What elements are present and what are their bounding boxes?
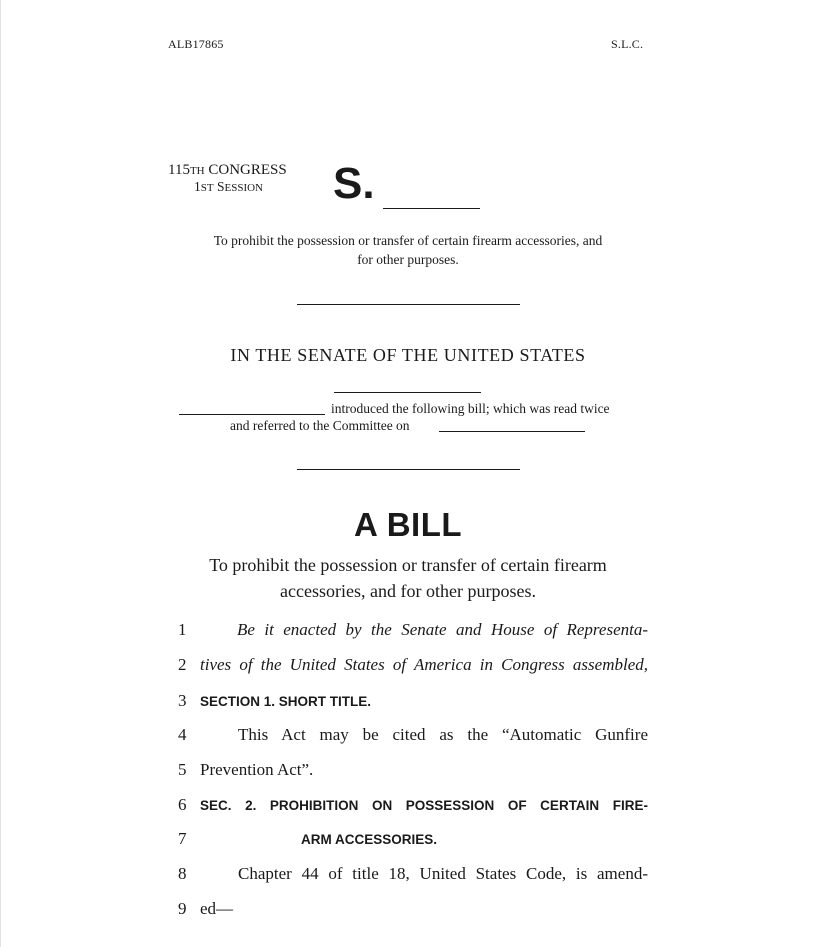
- sponsor-name-blank: [179, 414, 325, 415]
- enacting-clause: tives of the United States of America in Congress assembled,: [200, 655, 648, 674]
- sponsor-blank: [334, 392, 481, 393]
- divider-rule: [297, 469, 520, 470]
- chamber-heading: IN THE SENATE OF THE UNITED STATES: [230, 345, 586, 365]
- line-number: 3: [178, 691, 187, 710]
- section-text: Chapter 44 of title 18, United States Code, is amend-: [238, 864, 648, 883]
- introduction-line-1: introduced the following bill; which was read twice: [331, 401, 610, 416]
- page-edge: [0, 0, 1, 947]
- office-code: S.L.C.: [611, 37, 644, 51]
- purpose: [150, 552, 666, 604]
- enacting-clause: Be it enacted by the Senate and House of Representa-: [237, 620, 648, 639]
- line-number: 7: [178, 829, 187, 848]
- introduction-line-2: and referred to the Committee on: [230, 418, 410, 433]
- line-number: 5: [178, 760, 187, 779]
- session-label: 1ST SESSION: [194, 179, 263, 194]
- section-heading: ARM ACCESSORIES.: [301, 832, 438, 847]
- section-text: ed—: [200, 899, 234, 918]
- caption-line-1: To prohibit the possession or transfer of certain firearm accessories, and: [213, 233, 603, 248]
- congress-label: 115TH CONGRESS: [168, 162, 287, 178]
- line-number: 4: [178, 725, 187, 744]
- bill-number-blank: [383, 208, 480, 209]
- document-id: ALB17865: [168, 37, 224, 51]
- caption: [150, 231, 666, 269]
- divider-rule: [297, 304, 520, 305]
- section-text: This Act may be cited as the “Automatic Gunfire: [238, 725, 648, 744]
- bill-prefix: S.: [333, 159, 375, 208]
- line-number: 2: [178, 655, 187, 674]
- purpose-line-2: accessories, and for other purposes.: [280, 581, 536, 601]
- line-number: 9: [178, 899, 187, 918]
- section-heading: SEC. 2. PROHIBITION ON POSSESSION OF CERTAIN FIRE-: [200, 798, 648, 813]
- purpose-line-1: To prohibit the possession or transfer of certain firearm: [209, 555, 607, 575]
- line-number: 6: [178, 795, 187, 814]
- caption-line-2: for other purposes.: [357, 252, 459, 267]
- line-number: 1: [178, 620, 187, 639]
- section-text: Prevention Act”.: [200, 760, 314, 779]
- line-number: 8: [178, 864, 187, 883]
- section-heading: SECTION 1. SHORT TITLE.: [200, 694, 372, 709]
- committee-blank: [439, 431, 585, 432]
- bill-title: A BILL: [353, 506, 463, 543]
